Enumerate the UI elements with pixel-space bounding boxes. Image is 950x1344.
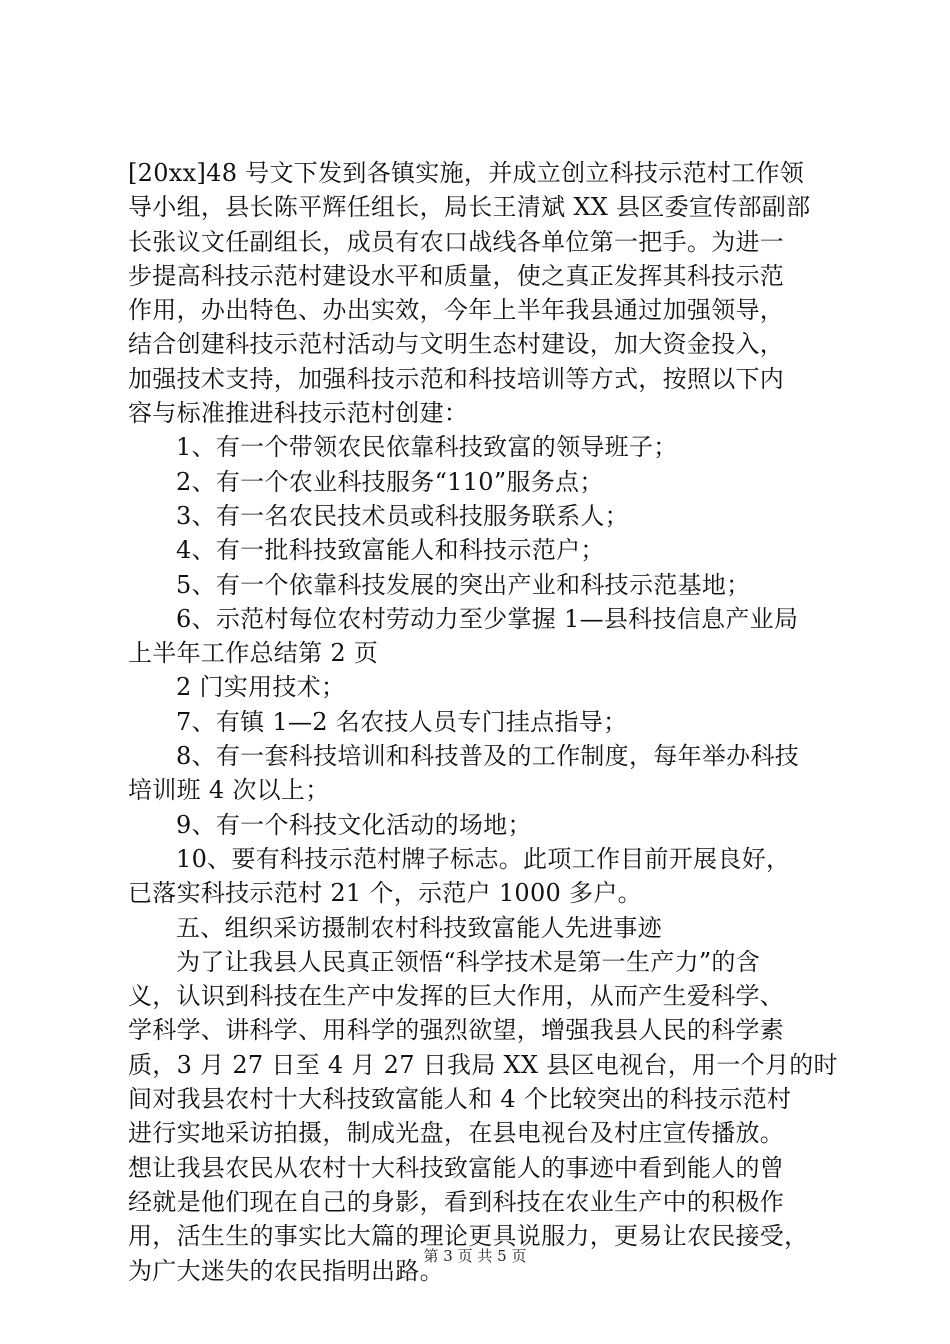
- text-line: 6、示范村每位农村劳动力至少掌握 1—县科技信息产业局: [176, 604, 799, 633]
- text-line: 容与标准推进科技示范村创建：: [128, 399, 469, 428]
- text-line: 9、有一个科技文化活动的场地；: [176, 810, 532, 839]
- text-line: 学科学、讲科学、用科学的强烈欲望，增强我县人民的科学素: [128, 1016, 785, 1045]
- text-line: 用，活生生的事实比大篇的理论更具说服力，更易让农民接受，: [128, 1222, 809, 1251]
- text-line: 进行实地采访拍摄，制成光盘，在县电视台及村庄宣传播放。: [128, 1119, 785, 1148]
- text-line: 1、有一个带领农民依靠科技致富的领导班子；: [176, 433, 678, 462]
- text-line: 作用，办出特色、办出实效，今年上半年我县通过加强领导，: [128, 296, 785, 325]
- text-line: 8、有一套科技培训和科技普及的工作制度，每年举办科技: [176, 742, 800, 771]
- text-line: 已落实科技示范村 21 个，示范户 1000 多户。: [128, 879, 642, 908]
- text-line: 五、组织采访摄制农村科技致富能人先进事迹: [176, 913, 662, 942]
- text-line: 结合创建科技示范村活动与文明生态村建设，加大资金投入，: [128, 330, 785, 359]
- text-line: 义，认识到科技在生产中发挥的巨大作用，从而产生爱科学、: [128, 982, 785, 1011]
- text-line: 5、有一个依靠科技发展的突出产业和科技示范基地；: [176, 570, 751, 599]
- text-line: 4、有一批科技致富能人和科技示范户；: [176, 536, 605, 565]
- text-line: 7、有镇 1—2 名农技人员专门挂点指导；: [176, 707, 628, 736]
- page-footer: 第 3 页 共 5 页: [423, 1247, 527, 1265]
- text-line: 经就是他们现在自己的身影，看到科技在农业生产中的积极作: [128, 1187, 785, 1216]
- text-line: 为广大迷失的农民指明出路。: [128, 1256, 444, 1285]
- text-line: 上半年工作总结第 2 页: [128, 639, 379, 668]
- text-line: 间对我县农村十大科技致富能人和 4 个比较突出的科技示范村: [128, 1085, 792, 1114]
- text-line: 2、有一个农业科技服务“110”服务点；: [176, 467, 604, 496]
- text-line: 2 门实用技术；: [176, 673, 346, 702]
- text-line: 步提高科技示范村建设水平和质量，使之真正发挥其科技示范: [128, 261, 785, 290]
- text-line: 加强技术支持，加强科技示范和科技培训等方式，按照以下内: [128, 364, 785, 393]
- text-line: 导小组，县长陈平辉任组长，局长王清斌 XX 县区委宣传部副部: [128, 193, 811, 222]
- text-line: 长张议文任副组长，成员有农口战线各单位第一把手。为进一: [128, 227, 785, 256]
- text-line: 培训班 4 次以上；: [128, 776, 330, 805]
- text-line: 想让我县农民从农村十大科技致富能人的事迹中看到能人的曾: [128, 1153, 785, 1182]
- text-line: 为了让我县人民真正领悟“科学技术是第一生产力”的含: [176, 947, 761, 976]
- text-line: 质，3 月 27 日至 4 月 27 日我局 XX 县区电视台，用一个月的时: [128, 1050, 838, 1079]
- text-line: 10、要有科技示范村牌子标志。此项工作目前开展良好，: [176, 844, 791, 873]
- text-line: [20xx]48 号文下发到各镇实施，并成立创立科技示范村工作领: [128, 159, 805, 187]
- document-body: [128, 156, 838, 1288]
- text-line: 3、有一名农民技术员或科技服务联系人；: [176, 501, 629, 530]
